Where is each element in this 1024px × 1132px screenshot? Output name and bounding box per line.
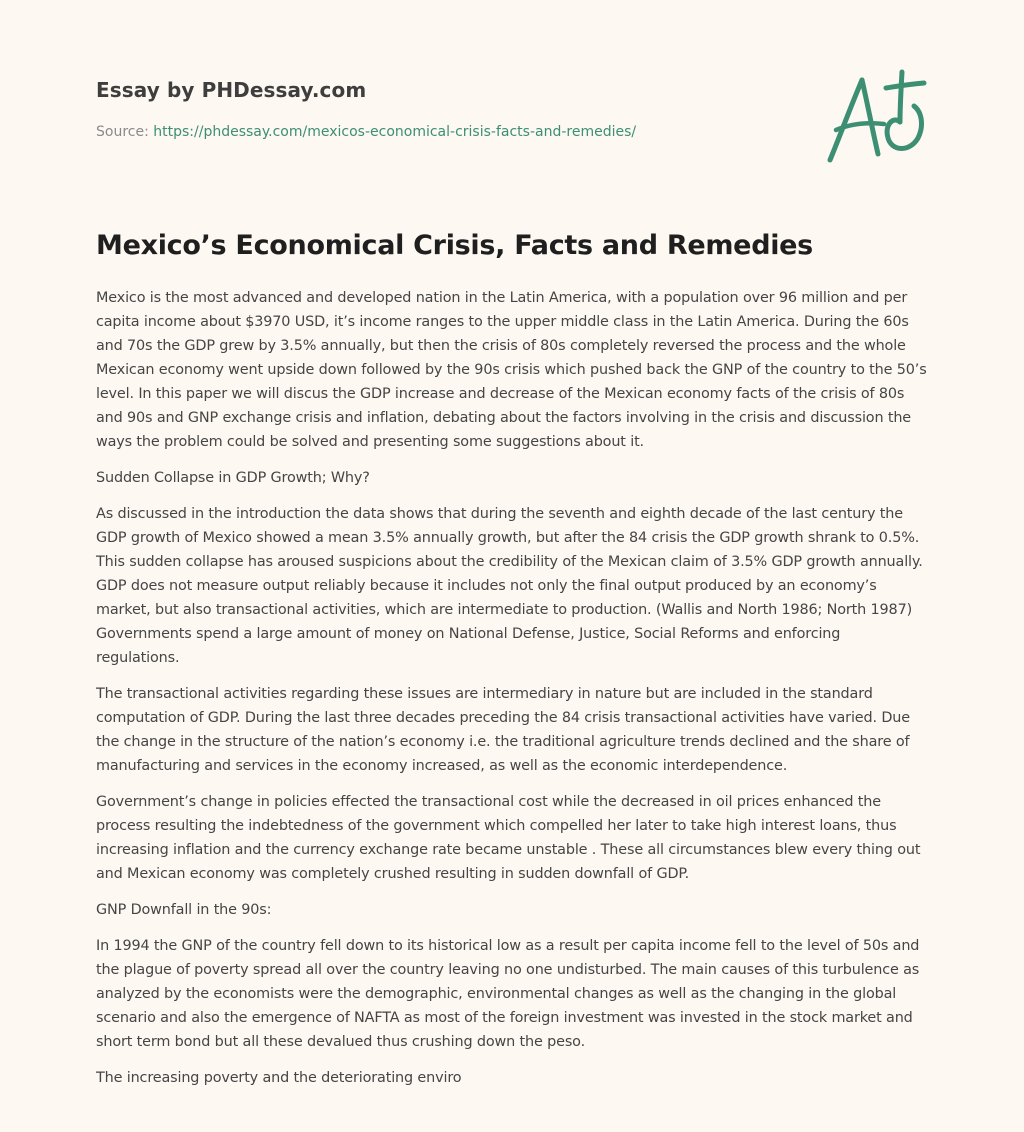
site-title: Essay by PHDessay.com [96, 78, 367, 102]
essay-header [96, 76, 796, 142]
section-heading-gnp-downfall: GNP Downfall in the 90s: [96, 902, 272, 918]
paragraph-truncated: The increasing poverty and the deteriorating enviro [96, 1070, 462, 1086]
page-title: Mexico’s Economical Crisis, Facts and Remedies [96, 230, 813, 261]
a-plus-grade-icon [818, 66, 930, 166]
paragraph-gdp-growth: As discussed in the introduction the data shows that during the seventh and eighth decade of the last century the GDP growth of Mexico showed a mean 3.5% annually growth, but after the 84 crisis the GDP growth shrank to 0.5%. This sudden collapse has aroused suspicions about the credibility of the Mexican claim of 3.5% GDP growth annually. GDP does not measure output reliably because it includes not only the final output produced by an economy’s market, but also transactional activities, which are intermediate to production. (Wallis and North 1986; North 1987) Governments spend a large amount of money on National Defense, Justice, Social Reforms and enforcing regulations. [96, 506, 923, 666]
source-label: Source: [96, 124, 149, 140]
paragraph-gnp-1994: In 1994 the GNP of the country fell down to its historical low as a result per capita income fell to the level of 50s and the plague of poverty spread all over the country leaving no one undisturbed. The main causes of this turbulence as analyzed by the economists were the demographic, environmental changes as well as the changing in the global scenario and also the emergence of NAFTA as most of the foreign investment was invested in the stock market and short term bond but all these devalued thus crushing down the peso. [96, 938, 920, 1050]
source-link[interactable]: https://phdessay.com/mexicos-economical-crisis-facts-and-remedies/ [153, 124, 637, 140]
paragraph-intro: Mexico is the most advanced and developed nation in the Latin America, with a population over 96 million and per capita income about $3970 USD, it’s income ranges to the upper middle class in the Latin America. During the 60s and 70s the GDP grew by 3.5% annually, but then the crisis of 80s completely reversed the process and the whole Mexican economy went upside down followed by the 90s crisis which pushed back the GNP of the country to the 50’s level. In this paper we will discus the GDP increase and decrease of the Mexican economy facts of the crisis of 80s and 90s and GNP exchange crisis and inflation, debating about the factors involving in the crisis and discussion the ways the problem could be solved and presenting some suggestions about it. [96, 290, 927, 450]
paragraph-government-policies: Government’s change in policies effected the transactional cost while the decreased in oil prices enhanced the process resulting the indebtedness of the government which compelled her later to take high interest loans, thus increasing inflation and the currency exchange rate became unstable . These all circumstances blew every thing out and Mexican economy was completely crushed resulting in sudden downfall of GDP. [96, 794, 921, 882]
source-line [96, 122, 796, 142]
section-heading-gdp-collapse: Sudden Collapse in GDP Growth; Why? [96, 470, 370, 486]
article [96, 228, 928, 1102]
paragraph-transactional-activities: The transactional activities regarding these issues are intermediary in nature but are included in the standard computation of GDP. During the last three decades preceding the 84 crisis transactional activities have varied. Due the change in the structure of the nation’s economy i.e. the traditional agriculture trends declined and the share of manufacturing and services in the economy increased, as well as the economic interdependence. [96, 686, 910, 774]
